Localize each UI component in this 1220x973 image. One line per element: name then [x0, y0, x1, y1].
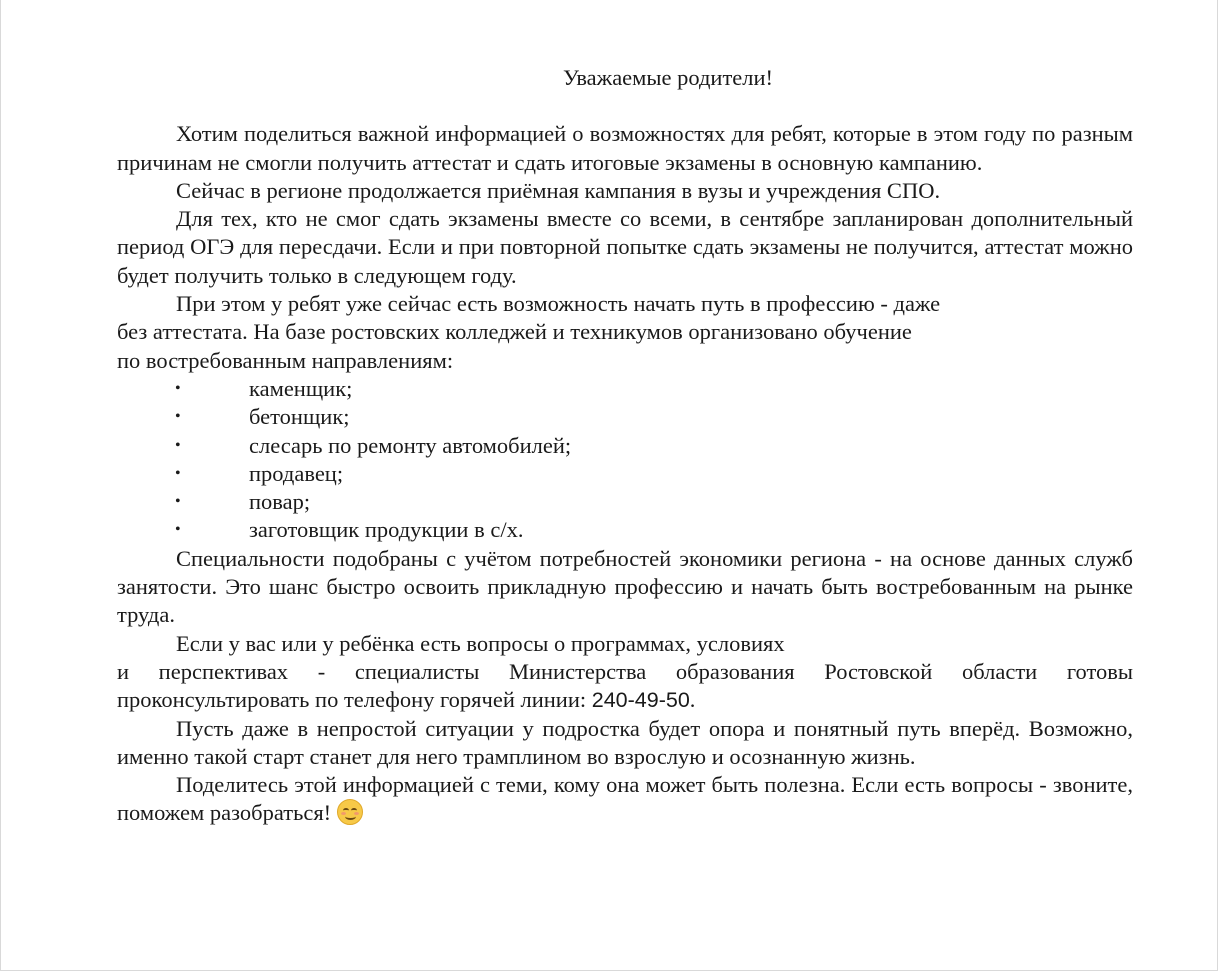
paragraph-share: [117, 771, 1133, 828]
paragraph-punctuation: .: [689, 687, 696, 713]
paragraph-line: и перспективах - специалисты Министерства образования Ростовской области готовы проконсультировать по телефону горячей линии:: [117, 658, 1133, 713]
paragraph-support: Пусть даже в непростой ситуации у подростка будет опора и понятный путь вперёд. Возможно, именно такой старт станет для него трамплином во взрослую и осознанную жизнь.: [117, 715, 1133, 769]
paragraph-line: При этом у ребят уже сейчас есть возможность начать путь в профессию - даже: [176, 291, 941, 317]
list-item-text: слесарь по ремонту автомобилей;: [249, 432, 572, 458]
paragraph-line: без аттестата. На базе ростовских колледжей и техникумов организовано обучение: [117, 319, 912, 345]
paragraph-intro: Хотим поделиться важной информацией о возможностях для ребят, которые в этом году по разным причинам не смогли получить аттестат и сдать итоговые экзамены в основную кампанию.: [117, 121, 1133, 175]
smiling-face-icon: [337, 799, 363, 825]
list-item-text: повар;: [249, 489, 311, 515]
bullet-icon: •: [175, 493, 181, 511]
bullet-icon: •: [175, 408, 181, 426]
list-item-text: продавец;: [249, 460, 344, 486]
bullet-icon: •: [175, 521, 181, 539]
paragraph-specialties: Специальности подобраны с учётом потребностей экономики региона - на основе данных служб занятости. Это шанс быстро освоить прикладную профессию и начать быть востребованным на рынке труда.: [117, 545, 1133, 628]
paragraph-admission: Сейчас в регионе продолжается приёмная кампания в вузы и учреждения СПО.: [176, 177, 941, 203]
list-item: [117, 460, 1133, 488]
hotline-phone-number[interactable]: 240-49-50: [591, 688, 690, 713]
paragraph-line: по востребованным направлениям:: [117, 347, 454, 373]
list-item: [117, 432, 1133, 460]
bullet-icon: •: [175, 464, 181, 482]
list-item-text: заготовщик продукции в с/х.: [249, 517, 524, 543]
paragraph-profession-path: [117, 290, 1133, 375]
professions-list: [117, 375, 1133, 545]
paragraph-hotline: [117, 630, 1133, 715]
paragraph-line: Если у вас или у ребёнка есть вопросы о программах, условиях: [176, 630, 785, 656]
list-item: [117, 403, 1133, 431]
list-item-text: бетонщик;: [249, 404, 350, 430]
paragraph-text: Поделитесь этой информацией с теми, кому она может быть полезна. Если есть вопросы - звоните, поможем разобраться!: [117, 772, 1133, 826]
list-item: [117, 488, 1133, 516]
letter-body: [117, 64, 1133, 828]
list-item: [117, 375, 1133, 403]
letter-title: Уважаемые родители!: [562, 65, 774, 90]
list-item: [117, 516, 1133, 544]
list-item-text: каменщик;: [249, 375, 353, 401]
bullet-icon: •: [175, 436, 181, 454]
bullet-icon: •: [175, 379, 181, 397]
paragraph-retake: Для тех, кто не смог сдать экзамены вместе со всеми, в сентябре запланирован дополнительный период ОГЭ для пересдачи. Если и при повторной попытке сдать экзамены не получится, аттестат можно будет получить только в следующем году.: [117, 206, 1133, 288]
